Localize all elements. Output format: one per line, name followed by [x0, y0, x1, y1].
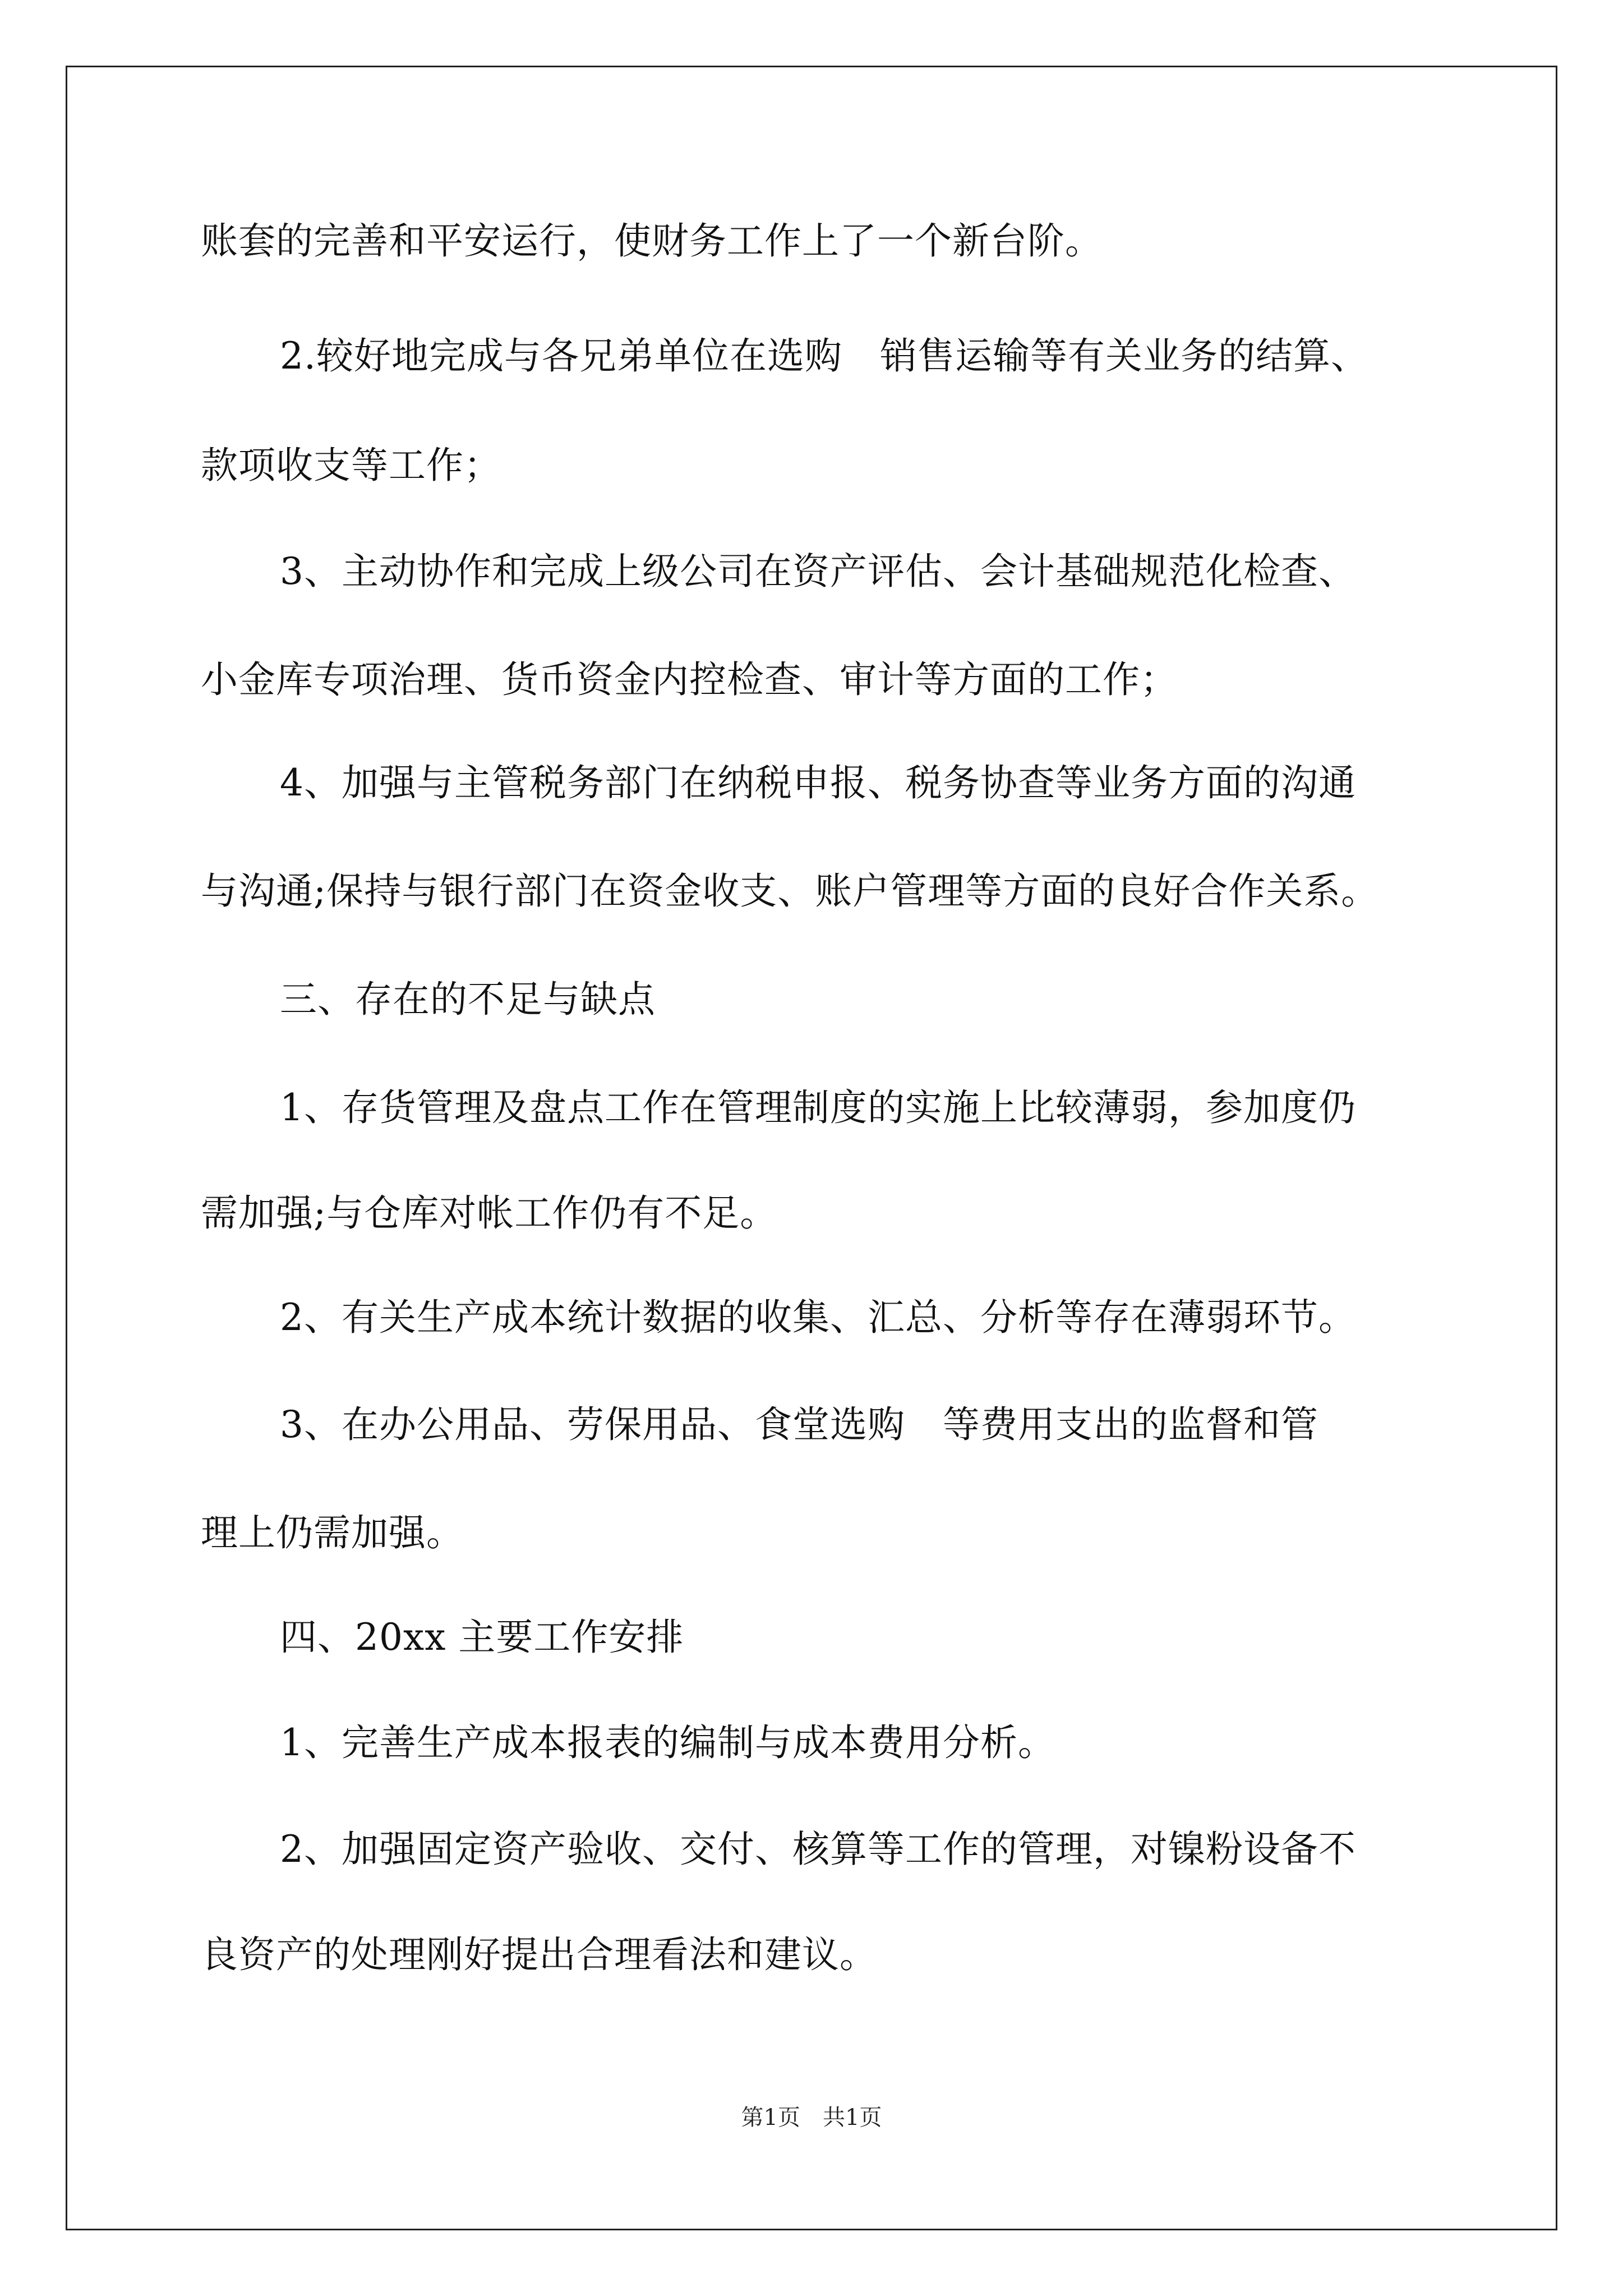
text-line: 款项收支等工作； [201, 444, 501, 487]
text-line: 与沟通;保持与银行部门在资金收支、账户管理等方面的良好合作关系。 [201, 869, 1379, 913]
text-line: 账套的完善和平安运行，使财务工作上了一个新台阶。 [201, 219, 1103, 263]
section-heading: 三、存在的不足与缺点 [280, 978, 656, 1021]
text-line: 理上仍需加强。 [201, 1511, 464, 1554]
text-line: 2、有关生产成本统计数据的收集、汇总、分析等存在薄弱环节。 [280, 1296, 1356, 1339]
text-line: 3、主动协作和完成上级公司在资产评估、会计基础规范化检查、 [280, 550, 1356, 593]
page-border [66, 66, 1557, 2230]
text-line: 1、存货管理及盘点工作在管理制度的实施上比较薄弱，参加度仍 [280, 1086, 1356, 1129]
text-line: 2.较好地完成与各兄弟单位在选购 销售运输等有关业务的结算、 [280, 334, 1368, 378]
text-line: 4、加强与主管税务部门在纳税申报、税务协查等业务方面的沟通 [280, 761, 1356, 804]
text-line: 良资产的处理刚好提出合理看法和建议。 [201, 1933, 877, 1976]
text-line: 3、在办公用品、劳保用品、食堂选购 等费用支出的监督和管 [280, 1403, 1318, 1446]
text-line: 小金库专项治理、货币资金内控检查、审计等方面的工作； [201, 658, 1178, 701]
section-heading: 四、20xx 主要工作安排 [280, 1616, 684, 1659]
text-line: 需加强;与仓库对帐工作仍有不足。 [201, 1191, 778, 1235]
text-line: 2、加强固定资产验收、交付、核算等工作的管理，对镍粉设备不 [280, 1828, 1356, 1871]
page-footer: 第1页 共1页 [741, 2105, 882, 2131]
text-line: 1、完善生产成本报表的编制与成本费用分析。 [280, 1721, 1055, 1764]
